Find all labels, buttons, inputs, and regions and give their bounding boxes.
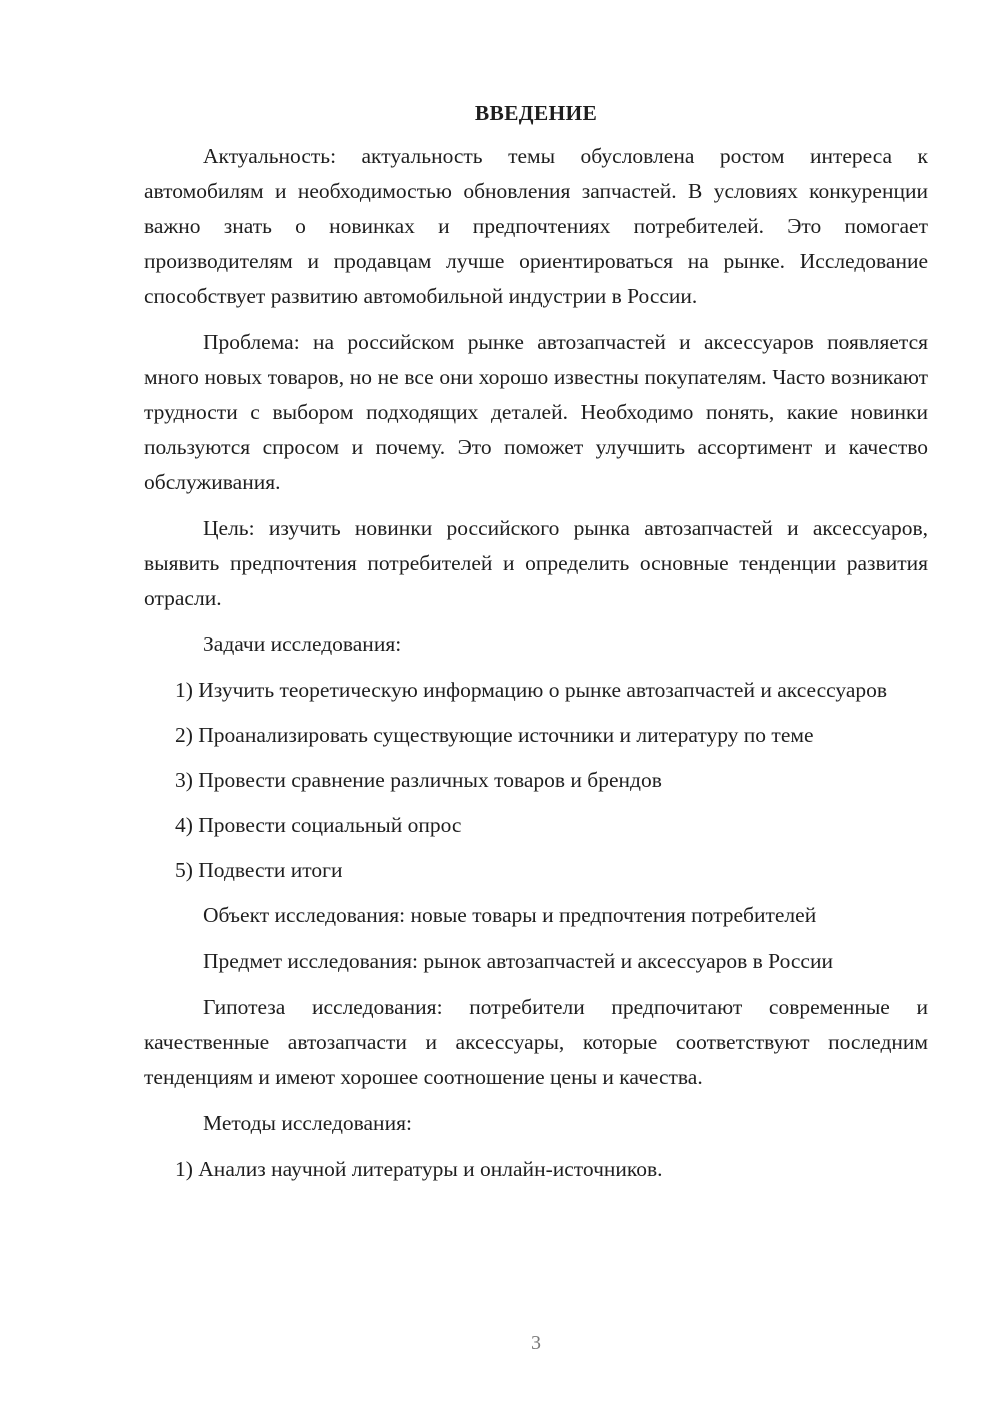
task-item: 1) Изучить теоретическую информацию о рынке автозапчастей и аксессуаров bbox=[175, 678, 888, 702]
relevance-paragraph: Актуальность: актуальность темы обусловлена ростом интереса к автомобилям и необходимостью обновления запчастей. В условиях конкуренции важно знать о новинках и предпочтениях потребителей. Это помогает производителям и продавцам лучше ориентироваться на рынке. Исследование способствует развитию автомобильной индустрии в России. bbox=[144, 144, 928, 308]
task-item: 5) Подвести итоги bbox=[175, 858, 343, 882]
method-item: 1) Анализ научной литературы и онлайн-источников. bbox=[175, 1157, 663, 1181]
goal-paragraph: Цель: изучить новинки российского рынка автозапчастей и аксессуаров, выявить предпочтения потребителей и определить основные тенденции развития отрасли. bbox=[144, 516, 928, 610]
task-item: 4) Провести социальный опрос bbox=[175, 813, 462, 837]
subject-paragraph: Предмет исследования: рынок автозапчастей и аксессуаров в России bbox=[203, 949, 833, 973]
task-item: 3) Провести сравнение различных товаров и брендов bbox=[175, 768, 662, 792]
hypothesis-paragraph: Гипотеза исследования: потребители предпочитают современные и качественные автозапчасти и аксессуары, которые соответствуют последним тенденциям и имеют хорошее соотношение цены и качества. bbox=[144, 995, 928, 1089]
object-paragraph: Объект исследования: новые товары и предпочтения потребителей bbox=[203, 903, 817, 927]
problem-paragraph: Проблема: на российском рынке автозапчастей и аксессуаров появляется много новых товаров, но не все они хорошо известны покупателям. Часто возникают трудности с выбором подходящих деталей. Необходимо понять, какие новинки пользуются спросом и почему. Это поможет улучшить ассортимент и качество обслуживания. bbox=[144, 330, 928, 494]
section-heading: ВВЕДЕНИЕ bbox=[474, 101, 598, 125]
page-number: 3 bbox=[531, 1332, 541, 1354]
page-content bbox=[144, 96, 928, 1197]
methods-title: Методы исследования: bbox=[203, 1111, 412, 1135]
tasks-title: Задачи исследования: bbox=[203, 632, 402, 656]
task-item: 2) Проанализировать существующие источники и литературу по теме bbox=[175, 723, 814, 747]
